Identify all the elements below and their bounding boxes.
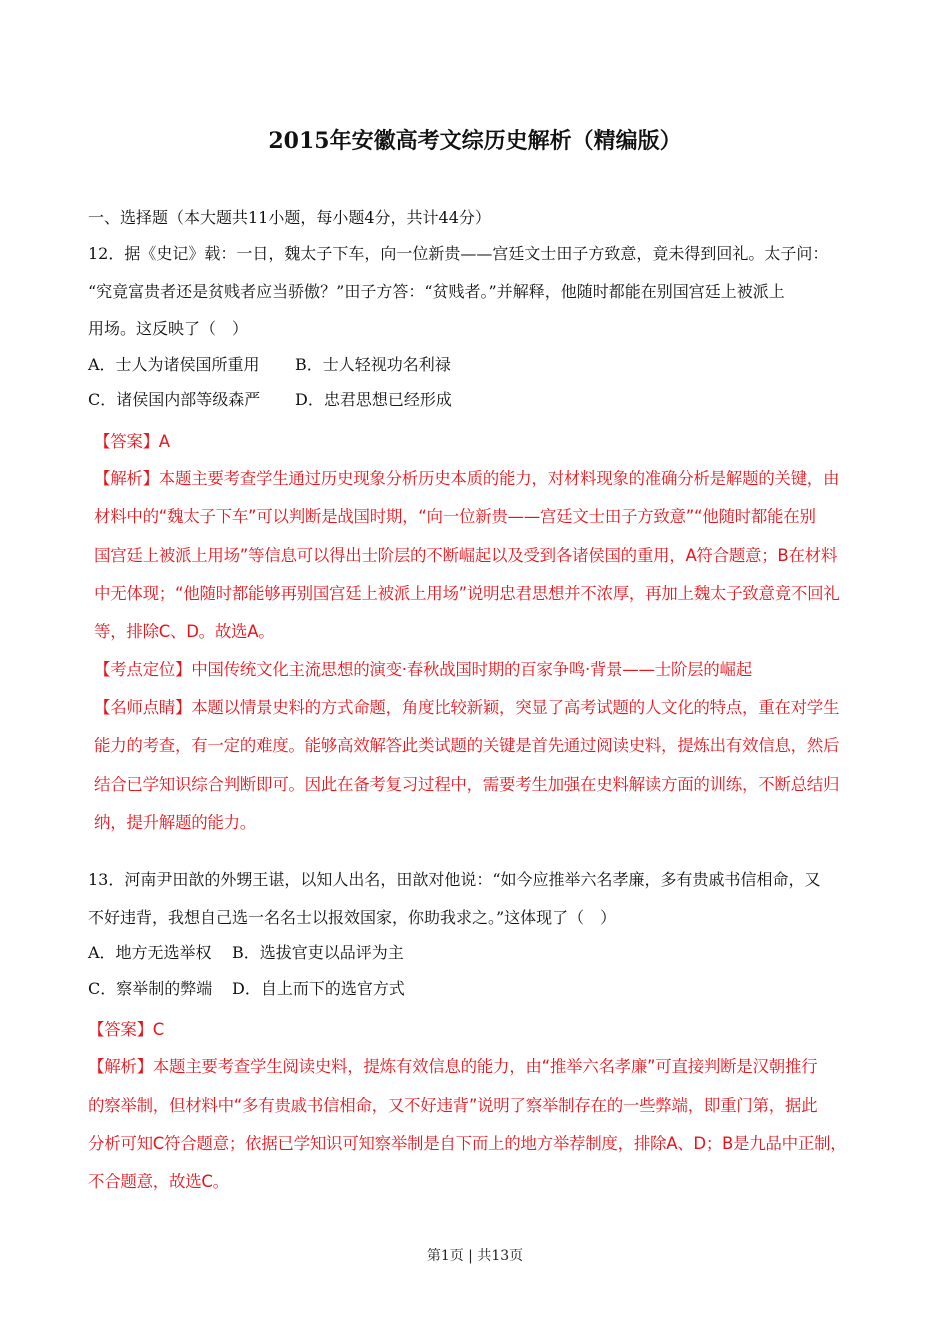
teacher-note-line: 能力的考查，有一定的难度。能够高效解答此类试题的关键是首先通过阅读史料，提炼出有效信息，然后 [94, 736, 840, 755]
question-stem-line: “究竟富贵者还是贫贱者应当骄傲？”田子方答：“贫贱者。”并解释，他随时都能在别国宫廷上被派上 [88, 282, 785, 301]
question-stem-line: 用场。这反映了（ ） [88, 319, 249, 338]
analysis-line: 不合题意，故选C。 [88, 1172, 229, 1191]
option-c: C．诸侯国内部等级森严 [88, 390, 261, 409]
teacher-note-line: 【名师点睛】本题以情景史料的方式命题，角度比较新颖，突显了高考试题的人文化的特点，重在对学生 [94, 698, 840, 717]
option-b: B．选拔官吏以品评为主 [232, 943, 404, 962]
option-d: D．忠君思想已经形成 [295, 390, 452, 409]
section-heading: 一、选择题（本大题共11小题，每小题4分，共计44分） [88, 208, 491, 227]
page-title: 2015年安徽高考文综历史解析（精编版） [268, 128, 682, 154]
answer: 【答案】A [94, 432, 170, 451]
analysis-line: 的察举制，但材料中“多有贵戚书信相命，又不好违背”说明了察举制存在的一些弊端，即重门第，据此 [88, 1096, 818, 1115]
answer: 【答案】C [88, 1020, 165, 1039]
teacher-note-line: 纳，提升解题的能力。 [94, 813, 257, 832]
question-stem-line: 不好违背，我想自己选一名名士以报效国家，你助我求之。”这体现了（ ） [88, 908, 617, 927]
analysis-line: 【解析】本题主要考查学生通过历史现象分析历史本质的能力，对材料现象的准确分析是解题的关键，由 [94, 469, 840, 488]
knowledge-point: 【考点定位】中国传统文化主流思想的演变·春秋战国时期的百家争鸣·背景——士阶层的崛起 [94, 660, 752, 679]
option-d: D．自上而下的选官方式 [232, 979, 405, 998]
analysis-line: 分析可知C符合题意；依据已学知识可知察举制是自下而上的地方举荐制度，排除A、D；B是九品中正制， [88, 1134, 847, 1153]
option-a: A．地方无选举权 [88, 943, 212, 962]
analysis-line: 【解析】本题主要考查学生阅读史料，提炼有效信息的能力，由“推举六名孝廉”可直接判断是汉朝推行 [88, 1057, 818, 1076]
teacher-note-line: 结合已学知识综合判断即可。因此在备考复习过程中，需要考生加强在史料解读方面的训练，不断总结归 [94, 775, 840, 794]
option-c: C．察举制的弊端 [88, 979, 213, 998]
question-stem-line: 13．河南尹田歆的外甥王谌，以知人出名，田歆对他说：“如今应推举六名孝廉，多有贵戚书信相命，又 [88, 870, 821, 889]
option-a: A．士人为诸侯国所重用 [88, 355, 260, 374]
analysis-line: 国宫廷上被派上用场”等信息可以得出士阶层的不断崛起以及受到各诸侯国的重用，A符合题意；B在材料 [94, 546, 838, 565]
page-footer: 第1页 | 共13页 [426, 1248, 524, 1264]
analysis-line: 材料中的“魏太子下车”可以判断是战国时期，“向一位新贵——宫廷文士田子方致意”“他随时都能在别 [94, 507, 816, 526]
analysis-line: 等，排除C、D。故选A。 [94, 622, 275, 641]
question-stem-line: 12．据《史记》载：一日，魏太子下车，向一位新贵——宫廷文士田子方致意，竟未得到回礼。太子问： [88, 244, 829, 263]
analysis-line: 中无体现；“他随时都能够再别国宫廷上被派上用场”说明忠君思想并不浓厚，再加上魏太子致意竟不回礼 [94, 584, 840, 603]
option-b: B．士人轻视功名利禄 [295, 355, 451, 374]
